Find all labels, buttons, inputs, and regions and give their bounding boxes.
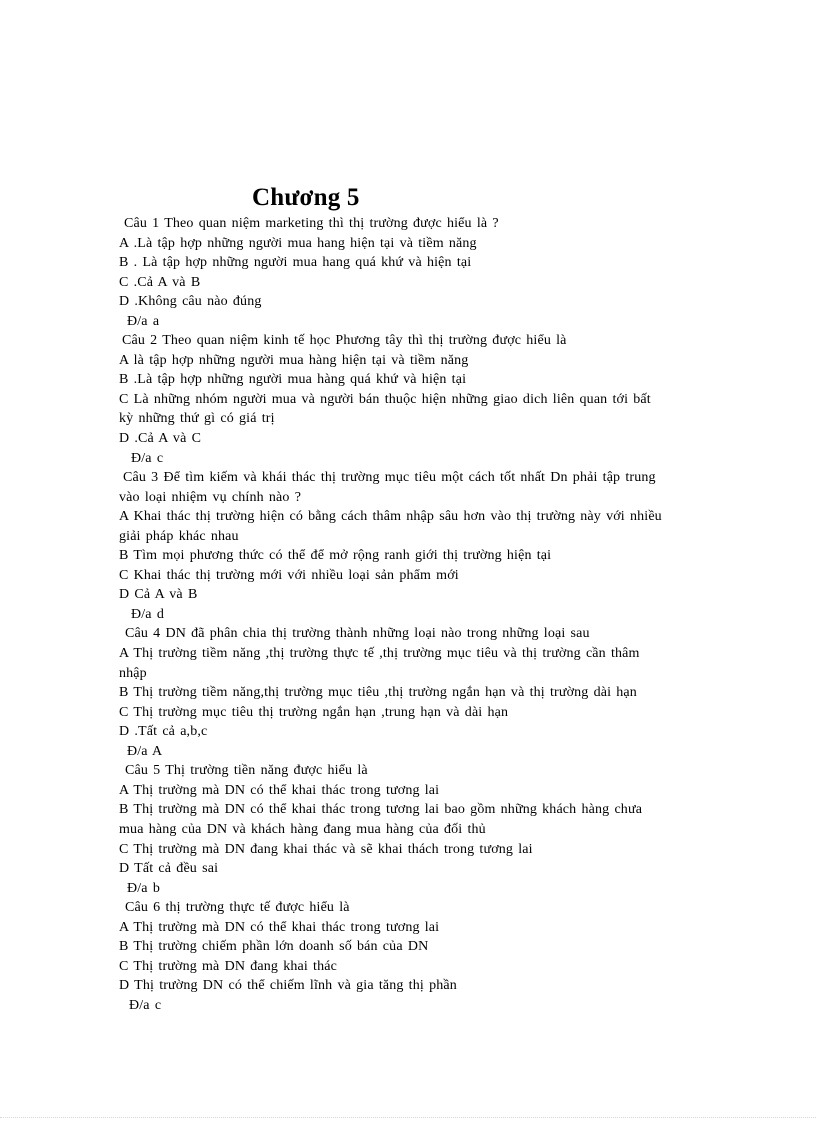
- text-line: vào loại nhiệm vụ chính nào ?: [119, 489, 302, 505]
- text-line: A .Là tập hợp những người mua hang hiện tại và tiềm năng: [119, 235, 477, 251]
- document-body: [0, 214, 816, 1015]
- text-line: Đ/a c: [129, 997, 162, 1013]
- text-line: D .Không câu nào đúng: [119, 294, 262, 310]
- text-line: D Thị trường DN có thể chiếm lĩnh và gia tăng thị phần: [119, 978, 457, 994]
- text-line: A Thị trường mà DN có thể khai thác trong tương lai: [119, 919, 440, 935]
- text-line: C Thị trường mà DN đang khai thác và sẽ khai thách trong tương lai: [119, 841, 533, 857]
- text-line: A Khai thác thị trường hiện có bằng cách thâm nhập sâu hơn vào thị trường này với nhiều: [119, 509, 662, 525]
- text-line: B .Là tập hợp những người mua hàng quá khứ và hiện tại: [119, 372, 467, 388]
- text-line: D .Tất cả a,b,c: [119, 724, 208, 740]
- text-line: giải pháp khác nhau: [119, 528, 239, 544]
- text-line: Câu 5 Thị trường tiền năng được hiểu là: [125, 763, 368, 779]
- text-line: B Thị trường mà DN có thể khai thác trong tương lai bao gồm những khách hàng chưa: [119, 802, 643, 818]
- text-line: Câu 2 Theo quan niệm kinh tế học Phương tây thì thị trường được hiểu là: [122, 333, 567, 349]
- text-line: D .Cả A và C: [119, 431, 202, 447]
- text-line: mua hàng của DN và khách hàng đang mua hàng của đối thủ: [119, 821, 486, 837]
- text-line: Đ/a b: [127, 880, 160, 896]
- text-line: C Thị trường mà DN đang khai thác: [119, 958, 337, 974]
- text-line: C Khai thác thị trường mới với nhiều loại sản phẩm mới: [119, 567, 459, 583]
- text-line: B Thị trường tiềm năng,thị trường mục tiêu ,thị trường ngắn hạn và thị trường dài hạn: [119, 685, 637, 701]
- text-line: C Là những nhóm người mua và người bán thuộc hiện những giao dich liên quan tới bất: [119, 391, 651, 407]
- text-line: C Thị trường mục tiêu thị trường ngắn hạn ,trung hạn và dài hạn: [119, 704, 509, 720]
- text-line: kỳ những thứ gì có giá trị: [119, 411, 275, 427]
- text-line: C .Cả A và B: [119, 274, 201, 290]
- text-line: B Thị trường chiếm phần lớn doanh số bán của DN: [119, 939, 429, 955]
- text-line: Câu 1 Theo quan niệm marketing thì thị trường được hiểu là ?: [124, 216, 499, 231]
- text-line: Đ/a d: [131, 606, 164, 622]
- text-line: D Cả A và B: [119, 587, 198, 603]
- text-line: A là tập hợp những người mua hàng hiện tại và tiềm năng: [119, 352, 469, 368]
- text-line: Đ/a a: [127, 313, 160, 329]
- page-title: Chương 5: [252, 184, 360, 211]
- text-line: Đ/a c: [131, 450, 164, 466]
- text-line: Đ/a A: [127, 743, 163, 759]
- page-bottom-divider: [0, 1117, 816, 1118]
- text-line: A Thị trường tiềm năng ,thị trường thực tế ,thị trường mục tiêu và thị trường cần thâm: [119, 646, 640, 662]
- text-line: D Tất cả đều sai: [119, 861, 219, 877]
- text-line: Câu 4 DN đã phân chia thị trường thành những loại nào trong những loại sau: [125, 626, 590, 642]
- text-line: A Thị trường mà DN có thể khai thác trong tương lai: [119, 782, 440, 798]
- text-line: Câu 3 Để tìm kiếm và khái thác thị trường mục tiêu một cách tốt nhất Dn phải tập trung: [123, 470, 656, 486]
- text-line: B Tìm mọi phương thức có thể để mở rộng ranh giới thị trường hiện tại: [119, 548, 552, 564]
- text-line: Câu 6 thị trường thực tế được hiểu là: [125, 900, 350, 916]
- text-line: nhập: [119, 665, 147, 681]
- text-line: B . Là tập hợp những người mua hang quá khứ và hiện tại: [119, 255, 472, 271]
